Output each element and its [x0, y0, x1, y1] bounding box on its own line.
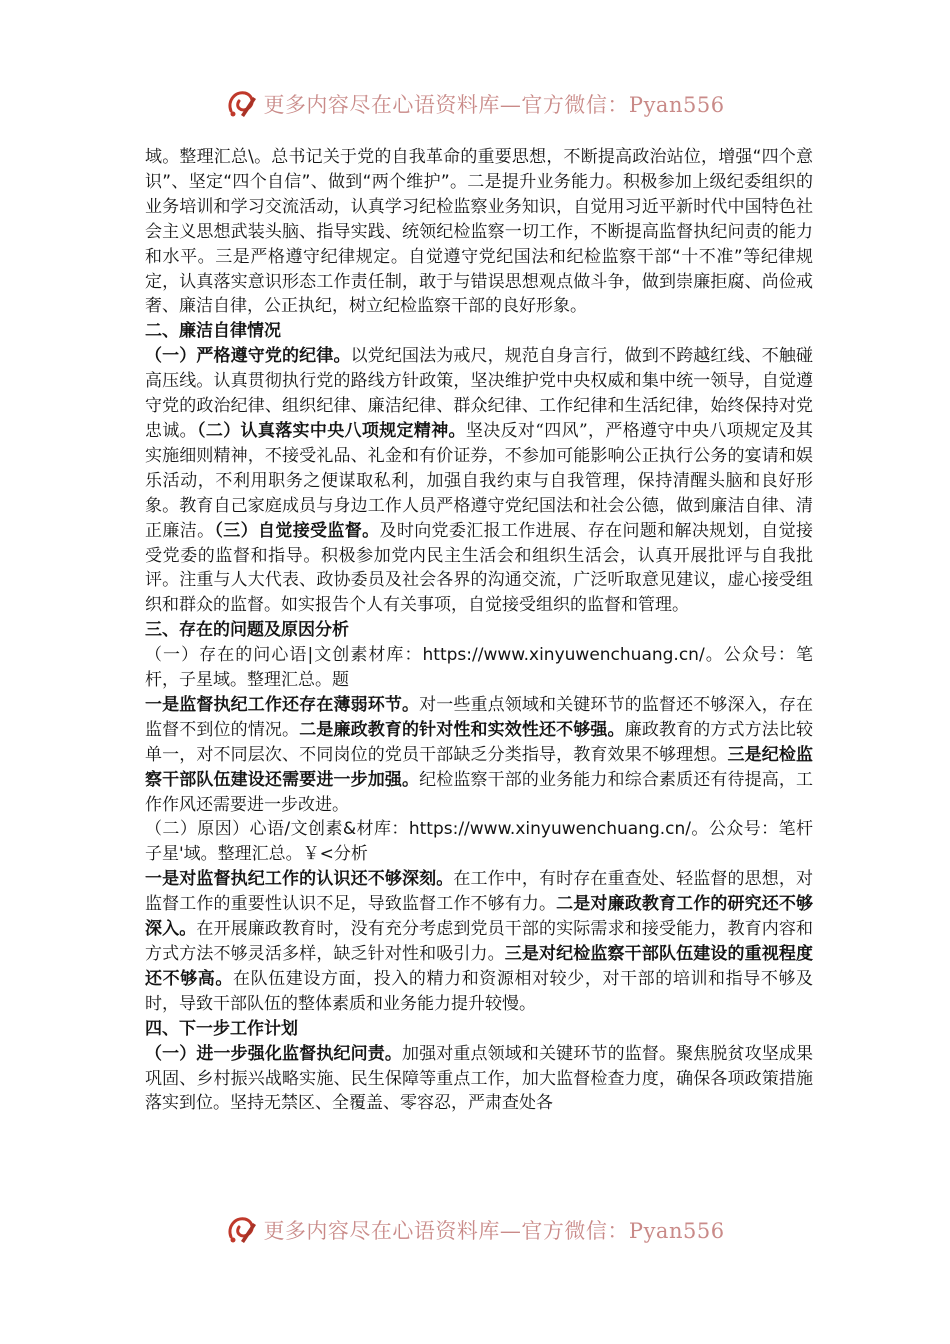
subheading-3: （三）自觉接受监督。: [214, 520, 380, 541]
subsection-causes: （二）原因）心语/文创素&材库：https://www.xinyuwenchuang.cn/。公众号：笔杆子星'域。整理汇总。￥<分析: [145, 819, 813, 865]
paragraph-text: 廉政教育的方式方法比较单一，对不同层次、不同岗位的党员干部缺乏分类指导，教育效果不够理想。: [145, 719, 814, 765]
subsection-problems: （一）存在的问心语|文创素材库：https://www.xinyuwenchuang.cn/。公众号：笔杆，子星域。整理汇总。题: [145, 645, 813, 691]
paragraph-text: 在开展廉政教育时，没有充分考虑到党员干部的实际需求和接受能力，教育内容和方式方法不够灵活多样，缺乏针对性和吸引力。: [145, 919, 814, 964]
paragraph-causes: [145, 867, 813, 1016]
paragraph-text: 以党纪国法为戒尺，规范自身言行，做到不跨越红线、不触碰高压线。认真贯彻执行党的路线方针政策，坚决维护党中央权威和集中统一领导，自觉遵守党的政治纪律、组织纪律、廉洁纪律、群众纪律、工作纪律和生活纪律，始终保持对党忠诚。: [145, 346, 814, 441]
section-heading-3: 三、存在的问题及原因分析: [145, 620, 349, 641]
footer-watermark: [0, 1210, 950, 1250]
watermark-text: 更多内容尽在心语资料库—官方微信：Pyan556: [263, 93, 725, 117]
paragraph-plan: [145, 1042, 813, 1117]
section-heading-2: 二、廉洁自律情况: [145, 321, 281, 342]
paragraph-text: 加强对重点领域和关键环节的监督。聚焦脱贫攻坚成果巩固、乡村振兴战略实施、民生保障等重点工作，加大监督检查力度，确保各项政策措施落实到位。坚持无禁区、全覆盖、零容忍，严肃查处各: [145, 1043, 814, 1114]
paragraph-continuation: 域。整理汇总\。总书记关于党的自我革命的重要思想，不断提高政治站位，增强“四个意识”、坚定“四个自信”、做到“两个维护”。二是提升业务能力。积极参加上级纪委组织的业务培训和学习交流活动，认真学习纪检监察业务知识，自觉用习近平新时代中国特色社会主义思想武装头脑、指导实践、统领纪检监察一切工作，不断提高监督执纪问责的能力和水平。三是严格遵守纪律规定。自觉遵守党纪国法和纪检监察干部“十不准”等纪律规定，认真落实意识形态工作责任制，敢于与错误思想观点做斗争，做到崇廉拒腐、尚俭戒奢、廉洁自律，公正执纪，树立纪检监察干部的良好形象。: [145, 147, 813, 317]
point-3: 三是对纪检监察干部队伍建设的重视程度还不够高。: [145, 944, 814, 989]
point-1: 一是监督执纪工作还存在薄弱环节。: [145, 694, 420, 715]
subheading-2: （二）认真落实中央八项规定精神。: [197, 420, 466, 441]
section-heading-4: 四、下一步工作计划: [145, 1018, 298, 1039]
paragraph-problems: [145, 693, 813, 818]
point-2: 二是廉政教育的针对性和实效性还不够强。: [299, 719, 625, 740]
subheading-1: （一）严格遵守党的纪律。: [145, 346, 351, 367]
paragraph-text: 及时向党委汇报工作进展、存在问题和解决规划，自觉接受党委的监督和指导。积极参加党内民主生活会和组织生活会，认真开展批评与自我批评。注重与人大代表、政协委员及社会各界的沟通交流，广泛听取意见建议，虚心接受组织和群众的监督。如实报告个人有关事项，自觉接受组织的监督和管理。: [145, 520, 814, 616]
paragraph-text: 纪检监察干部的业务能力和综合素质还有待提高，工作作风还需要进一步改进。: [145, 769, 814, 815]
paragraph-text: 在工作中，有时存在重查处、轻监督的思想，对监督工作的重要性认识不足，导致监督工作不够有力。: [145, 869, 814, 915]
point-2: 二是对廉政教育工作的研究还不够深入。: [145, 894, 814, 940]
paragraph-integrity: [145, 344, 813, 618]
point-3: 三是纪检监察干部队伍建设还需要进一步加强。: [145, 744, 814, 790]
paragraph-text: 在队伍建设方面，投入的精力和资源相对较少，对干部的培训和指导不够及时，导致干部队伍的整体素质和业务能力提升较慢。: [145, 968, 814, 1014]
point-1: 一是对监督执纪工作的认识还不够深刻。: [145, 869, 454, 890]
paragraph-text: 坚决反对“四风”，严格遵守中央八项规定及其实施细则精神，不接受礼品、礼金和有价证券，不参加可能影响公正执行公务的宴请和娱乐活动，不利用职务之便谋取私利，加强自我约束与自我管理，保持清醒头脑和良好形象。教育自己家庭成员与身边工作人员严格遵守党纪国法和社会公德，做到廉洁自律、清正廉洁。: [145, 420, 814, 541]
pen-swirl-logo-icon: [225, 1213, 259, 1247]
subheading-1: （一）进一步强化监督执纪问责。: [145, 1043, 402, 1064]
header-watermark: [0, 84, 950, 124]
document-body: [145, 145, 813, 1116]
paragraph-text: 对一些重点领域和关键环节的监督还不够深入，存在监督不到位的情况。: [145, 694, 814, 740]
watermark-text: 更多内容尽在心语资料库—官方微信：Pyan556: [263, 1219, 725, 1243]
pen-swirl-logo-icon: [225, 87, 259, 121]
